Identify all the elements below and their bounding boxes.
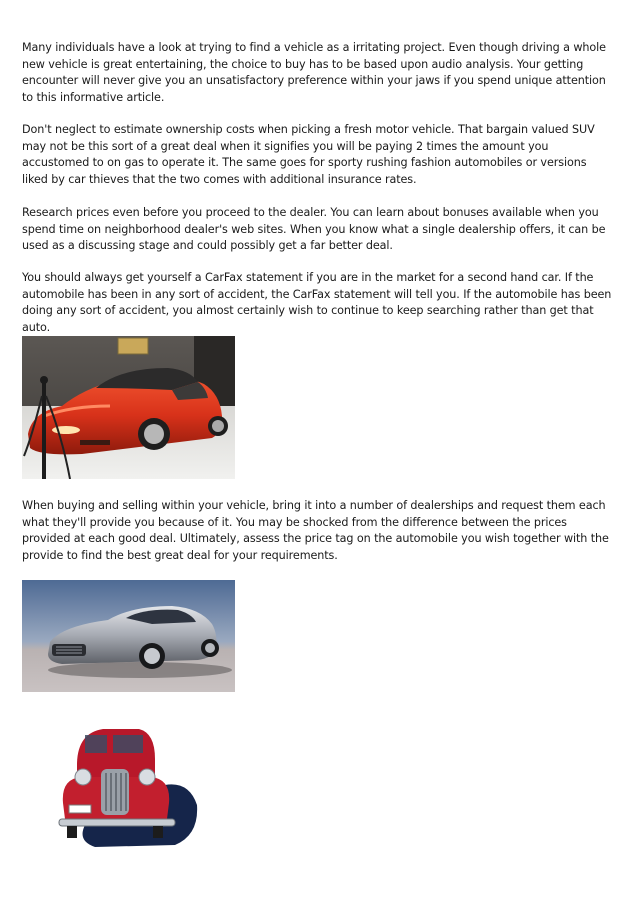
vintage-car-illustration	[55, 725, 205, 847]
red-car-photo	[22, 336, 235, 479]
paragraph-ownership-costs: Don't neglect to estimate ownership costs when picking a fresh motor vehicle. That bargain valued SUV may not be this sort of a great deal when it signifies you will be paying 2 times the amount you accustomed to on gas to operate it. The same goes for sporty rushing fashion automobiles or versions liked by car thieves that the two comes with additional insurance rates.	[22, 123, 595, 186]
paragraph-research-prices: Research prices even before you proceed to the dealer. You can learn about bonuses available when you spend time on neighborhood dealer's web sites. When you know what a single dealership offers, it can be used as a discussing stage and could possibly get a far better deal.	[22, 206, 606, 252]
paragraph-carfax: You should always get yourself a CarFax statement if you are in the market for a second hand car. If the automobile has been in any sort of accident, the CarFax statement will tell you. If the automobile has been doing any sort of accident, you almost certainly wish to continue to keep searching rather than get that auto.	[22, 271, 612, 334]
silver-car-photo	[22, 580, 235, 692]
paragraph-trade-in: When buying and selling within your vehicle, bring it into a number of dealerships and request them each what they'll provide you because of it. You may be shocked from the difference between the prices provided at each good deal. Ultimately, assess the price tag on the automobile you wish together with the provide to find the best great deal for your requirements.	[22, 499, 609, 562]
paragraph-intro: Many individuals have a look at trying to find a vehicle as a irritating project. Even though driving a whole new vehicle is great entertaining, the choice to buy has to be based upon audio analysis. Your getting encounter will never give you an unsatisfactory preference within your jaws if you spend unique attention to this informative article.	[22, 41, 606, 104]
